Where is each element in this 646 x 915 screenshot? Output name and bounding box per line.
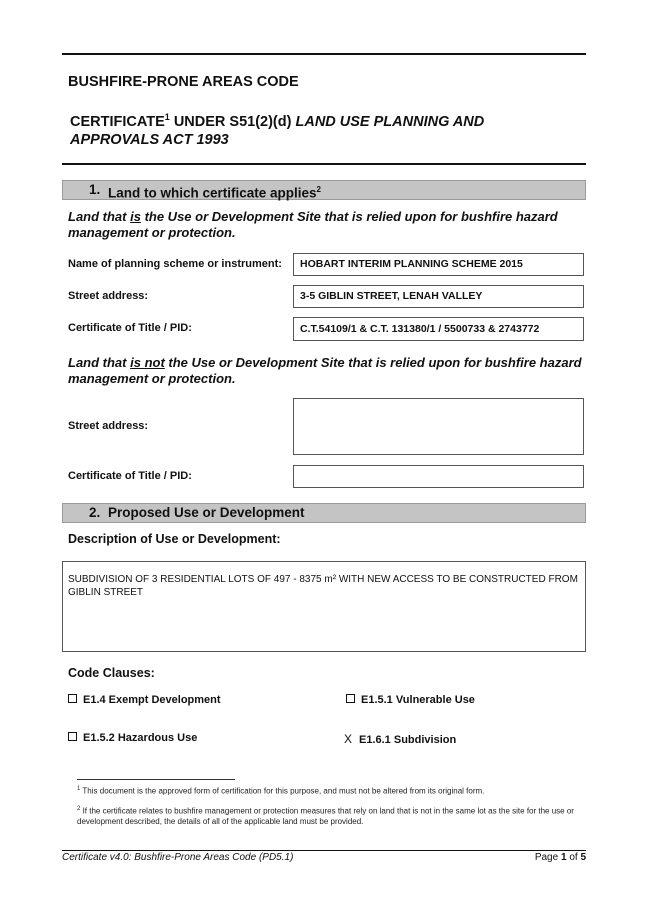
cert-mid: UNDER S51(2)(d) xyxy=(169,113,296,130)
intro-is-not-emph: is not xyxy=(130,355,165,370)
clause-e1-6-1-label: E1.6.1 Subdivision xyxy=(359,734,457,746)
scheme-label: Name of planning scheme or instrument: xyxy=(68,258,282,270)
scheme-field[interactable]: HOBART INTERIM PLANNING SCHEME 2015 xyxy=(293,253,584,276)
footnote-2 xyxy=(77,804,577,827)
checkbox-icon[interactable] xyxy=(346,694,355,703)
section-1-bar xyxy=(62,180,586,200)
page-total: 5 xyxy=(580,852,586,863)
street-label: Street address: xyxy=(68,290,149,302)
clause-e1-5-2[interactable] xyxy=(68,732,197,744)
top-rule xyxy=(62,53,586,55)
intro-is-post: the Use or Development Site that is relied upon for bushfire hazard management or protection. xyxy=(68,209,558,240)
page-number: 1 xyxy=(560,852,567,863)
description-field[interactable]: SUBDIVISION OF 3 RESIDENTIAL LOTS OF 497 - 8375 m² WITH NEW ACCESS TO BE CONSTRUCTED FROM GIBLIN STREET xyxy=(62,561,586,652)
footer-version: Certificate v4.0: Bushfire-Prone Areas Code (PD5.1) xyxy=(62,852,294,863)
title-label: Certificate of Title / PID: xyxy=(68,322,192,334)
footnote-2-number: 2 xyxy=(77,806,81,812)
checked-x-icon[interactable]: X xyxy=(344,732,353,746)
intro-is-not-pre: Land that xyxy=(68,355,131,370)
description-label: Description of Use or Development: xyxy=(68,532,281,546)
intro-is xyxy=(68,209,588,241)
code-clauses-label: Code Clauses: xyxy=(68,666,155,680)
footnote-1-number: 1 xyxy=(77,786,81,792)
footnote-1 xyxy=(77,784,577,797)
section-2-title: Proposed Use or Development xyxy=(108,505,305,520)
section-1-title-text: Land to which certificate applies xyxy=(108,185,317,201)
intro-is-not xyxy=(68,355,588,387)
section-1-footnote-ref: 2 xyxy=(316,185,321,194)
code-title: BUSHFIRE-PRONE AREAS CODE xyxy=(68,74,299,90)
section-2-bar xyxy=(62,503,586,523)
header-rule xyxy=(62,163,586,165)
title-field[interactable]: C.T.54109/1 & C.T. 131380/1 / 5500733 & 2743772 xyxy=(293,317,584,341)
street-field[interactable]: 3-5 GIBLIN STREET, LENAH VALLEY xyxy=(293,285,584,308)
page-of: of xyxy=(569,852,578,863)
section-2-number: 2. xyxy=(89,505,101,520)
footer-rule xyxy=(62,850,586,851)
clause-e1-4-label: E1.4 Exempt Development xyxy=(83,694,221,706)
footnote-rule xyxy=(77,779,235,780)
other-title-field[interactable] xyxy=(293,465,584,488)
other-title-label: Certificate of Title / PID: xyxy=(68,470,192,482)
footer-page xyxy=(535,852,586,863)
other-street-label: Street address: xyxy=(68,420,149,432)
cert-act: LAND USE PLANNING AND APPROVALS ACT 1993 xyxy=(70,113,485,148)
cert-prefix: CERTIFICATE xyxy=(70,113,165,130)
other-street-field[interactable] xyxy=(293,398,584,455)
certificate-title xyxy=(70,108,540,149)
checkbox-icon[interactable] xyxy=(68,694,77,703)
cert-footnote-ref: 1 xyxy=(164,112,170,122)
footnote-2-text: If the certificate relates to bushfire management or protection measures that rely on land that is not in the same lot as the site for the use or development described, the details of all of the applicable land must be provided. xyxy=(77,806,574,826)
intro-is-not-post: the Use or Development Site that is relied upon for bushfire hazard management or protection. xyxy=(68,355,582,386)
clause-e1-5-1-label: E1.5.1 Vulnerable Use xyxy=(361,694,475,706)
clause-e1-5-2-label: E1.5.2 Hazardous Use xyxy=(83,732,198,744)
clause-e1-6-1[interactable] xyxy=(344,732,456,746)
section-1-number: 1. xyxy=(89,182,101,197)
checkbox-icon[interactable] xyxy=(68,732,77,741)
section-1-title xyxy=(108,181,321,203)
clause-e1-4[interactable] xyxy=(68,694,221,706)
footnote-1-text: This document is the approved form of certification for this purpose, and must not be altered from its original form. xyxy=(82,786,485,796)
intro-is-pre: Land that xyxy=(68,209,131,224)
page-word: Page xyxy=(534,852,559,863)
intro-is-emph: is xyxy=(130,209,141,224)
clause-e1-5-1[interactable] xyxy=(346,694,475,706)
